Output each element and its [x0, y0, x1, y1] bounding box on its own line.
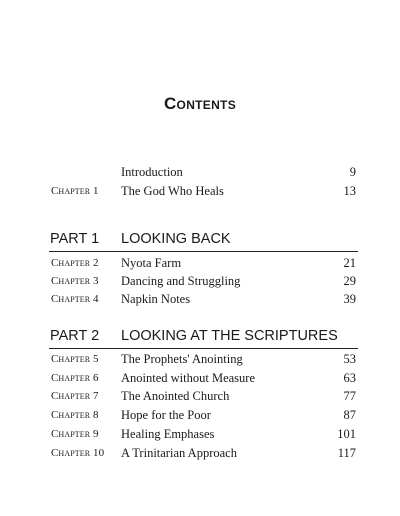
toc-entry-chapter-3 [0, 272, 400, 290]
part-1-heading [0, 229, 400, 249]
toc-entry-page: 9 [349, 165, 356, 179]
part-title: LOOKING BACK [121, 231, 231, 247]
toc-entry-page: 21 [343, 256, 356, 270]
toc-entry-title: A Trinitarian Approach [121, 446, 237, 460]
toc-entry-chapter-4 [0, 290, 400, 308]
toc-entry-page: 77 [343, 389, 356, 403]
toc-entry-title: The Prophets' Anointing [121, 352, 243, 366]
toc-entry-title: The God Who Heals [121, 184, 224, 198]
toc-entry-page: 53 [343, 352, 356, 366]
toc-entry-chapter: Chapter 2 [51, 257, 99, 269]
toc-entry-page: 13 [343, 184, 356, 198]
toc-entry-title: Napkin Notes [121, 292, 191, 306]
part-2-divider [49, 348, 358, 349]
toc-entry-chapter: Chapter 10 [51, 447, 105, 459]
toc-entry-chapter-10 [0, 444, 400, 462]
part-title: LOOKING AT THE SCRIPTURES [121, 328, 338, 344]
toc-entry-page: 87 [343, 408, 356, 422]
toc-entry-chapter-7 [0, 387, 400, 405]
part-1-divider [49, 251, 358, 252]
toc-entry-page: 29 [343, 274, 356, 288]
toc-entry-chapter: Chapter 7 [51, 390, 99, 402]
toc-entry-page: 39 [343, 292, 356, 306]
toc-entry-page: 117 [337, 446, 356, 460]
part-number: PART 2 [50, 328, 100, 344]
toc-entry-chapter-9 [0, 425, 400, 443]
toc-entry-page: 101 [337, 427, 356, 441]
toc-entry-chapter-5 [0, 350, 400, 368]
toc-entry-chapter: Chapter 6 [51, 372, 99, 384]
toc-entry-chapter-6 [0, 369, 400, 387]
toc-entry-title: Anointed without Measure [121, 371, 256, 385]
toc-entry-chapter: Chapter 3 [51, 275, 99, 287]
toc-entry-title: Dancing and Struggling [121, 274, 241, 288]
toc-entry-page: 63 [343, 371, 356, 385]
toc-entry-title: Hope for the Poor [121, 408, 211, 422]
toc-entry-title: Nyota Farm [121, 256, 182, 270]
toc-entry-title: Healing Emphases [121, 427, 215, 441]
toc-entry-introduction [0, 163, 400, 181]
toc-entry-chapter: Chapter 9 [51, 428, 99, 440]
toc-entry-chapter-1 [0, 182, 400, 200]
toc-entry-title: Introduction [121, 165, 183, 179]
part-2-heading [0, 326, 400, 346]
toc-entry-chapter: Chapter 8 [51, 409, 99, 421]
toc-entry-chapter-2 [0, 254, 400, 272]
toc-entry-chapter: Chapter 4 [51, 293, 99, 305]
toc-entry-chapter-8 [0, 406, 400, 424]
toc-entry-chapter: Chapter 1 [51, 185, 99, 197]
toc-entry-title: The Anointed Church [121, 389, 230, 403]
toc-entry-chapter: Chapter 5 [51, 353, 99, 365]
part-number: PART 1 [50, 231, 100, 247]
page-title: Contents [163, 94, 236, 113]
